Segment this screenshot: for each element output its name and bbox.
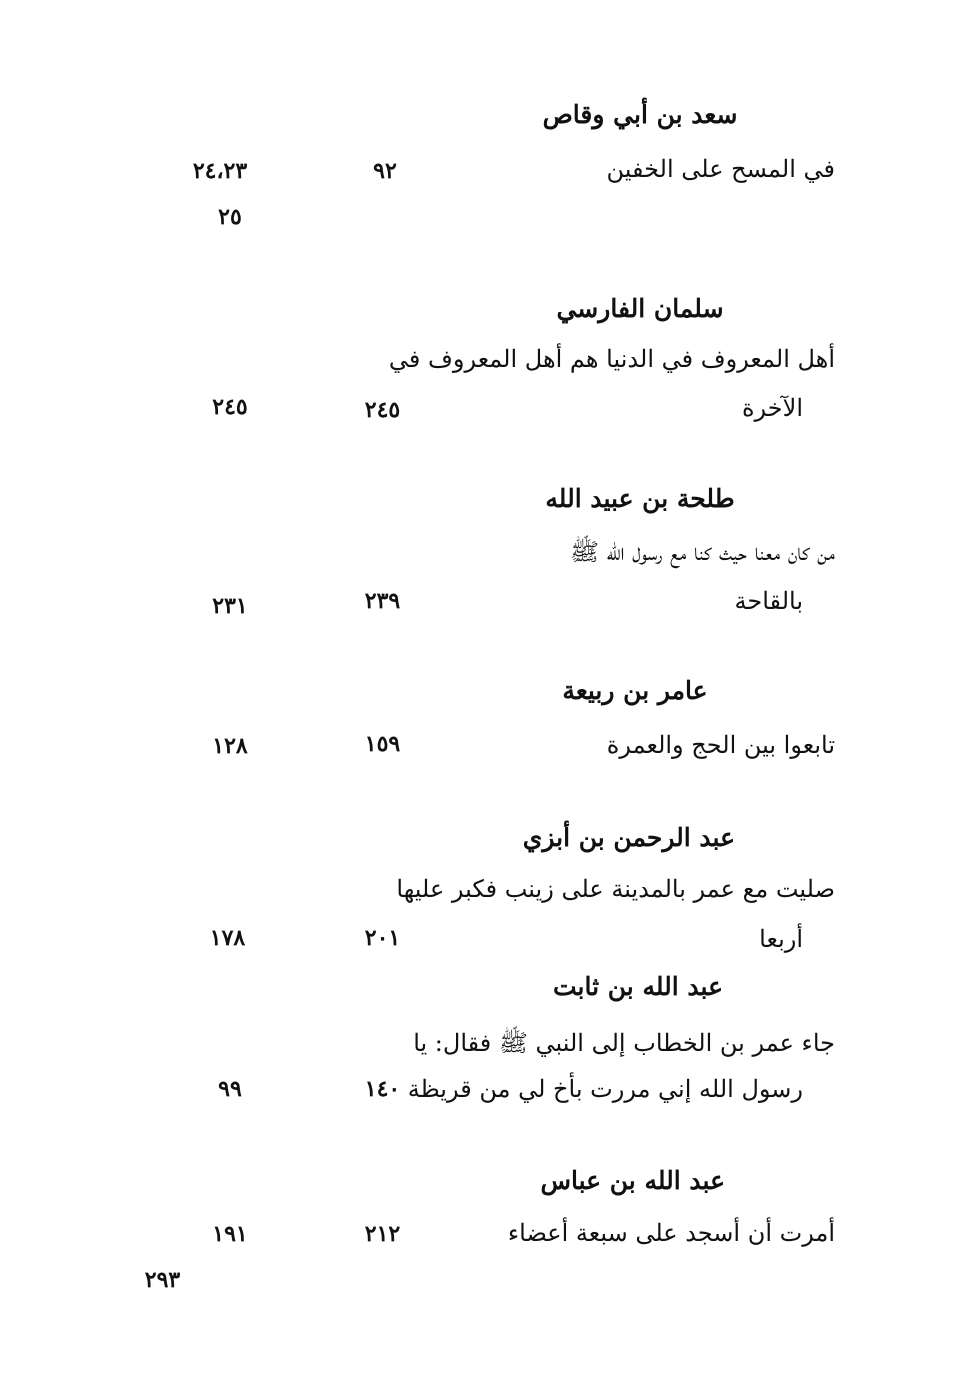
reference-number-primary: ٢٠١ [364,925,401,951]
entry-text-line: أربعا [759,925,803,953]
entry-text-line: في المسح على الخفين [606,155,835,183]
reference-number-secondary: ١٧٨ [209,925,246,951]
reference-number-primary: ١٥٩ [364,731,401,757]
section-heading: سلمان الفارسي [556,294,724,323]
entry-text-line: بالقاحة [734,587,803,615]
section-heading: عبد الله بن عباس [540,1166,725,1195]
reference-number-primary: ٢٣٩ [364,588,401,614]
entry-text-line: أهل المعروف في الدنيا هم أهل المعروف في [388,345,835,373]
entry-text-line: جاء عمر بن الخطاب إلى النبي ﷺ فقال: يا [413,1029,835,1057]
reference-number-secondary: ٢٣١ [212,593,248,619]
reference-number-secondary: ٩٩ [218,1076,242,1102]
page-number: ٢٩٣ [144,1267,181,1293]
reference-number-secondary: ١٢٨ [212,733,248,759]
entry-text-line: صليت مع عمر بالمدينة على زينب فكبر عليها [396,875,835,903]
reference-number-primary: ٢٤٥ [364,397,401,423]
entry-text-line: من كان معنا حيث كنا مع رسول الله ﷺ [569,538,835,566]
section-heading: عبد الرحمن بن أبزي [522,823,735,852]
reference-number-primary: ٢١٢ [364,1221,401,1247]
section-heading: طلحة بن عبيد الله [545,484,735,513]
section-heading: عامر بن ربيعة [562,676,708,705]
reference-number-primary: ٩٢ [373,158,397,184]
reference-number-primary: ١٤٠ [364,1076,401,1102]
reference-number-secondary: ٢٤٥ [212,394,248,420]
section-heading: عبد الله بن ثابت [552,972,723,1001]
entry-text-line: أمرت أن أسجد على سبعة أعضاء [507,1219,835,1247]
reference-number-secondary: ١٩١ [212,1221,248,1247]
entry-text-line: تابعوا بين الحج والعمرة [606,731,835,759]
section-heading: سعد بن أبي وقاص [542,100,738,129]
entry-text-line: الآخرة [741,394,803,422]
reference-number-secondary: ٢٤،٢٣ [192,158,248,184]
reference-number-secondary-continued: ٢٥ [218,204,242,230]
entry-text-line: رسول الله إني مررت بأخ لي من قريظة [407,1075,803,1103]
